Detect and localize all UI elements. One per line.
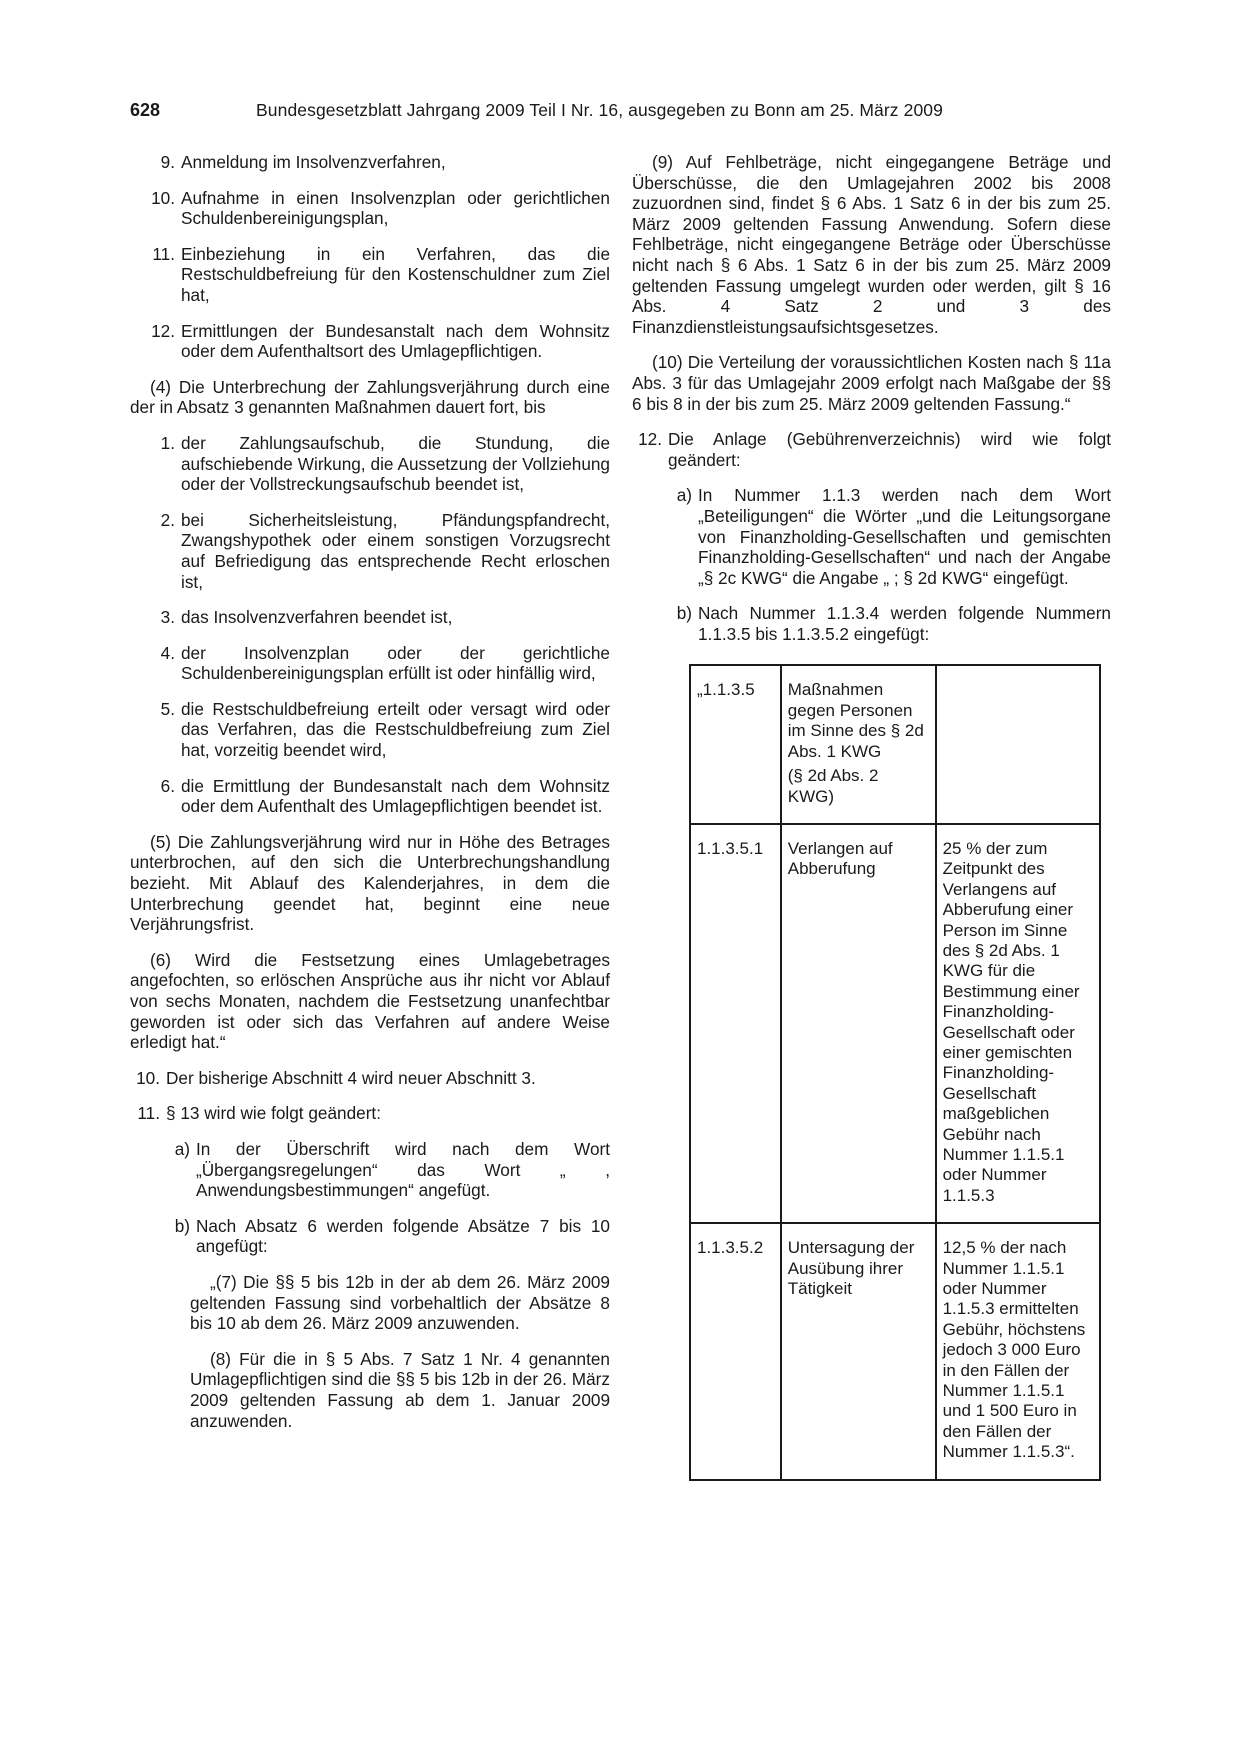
- list-item: [130, 188, 610, 229]
- item-text: Einbeziehung in ein Verfahren, das die Restschuldbefreiung für den Kostenschuldner zum Ziel hat,: [181, 243, 610, 305]
- table-cell-description: [781, 1223, 936, 1479]
- list-item: [130, 244, 610, 306]
- list-item: [130, 776, 610, 817]
- paragraph-5: (5) Die Zahlungsverjährung wird nur in Höhe des Betrages unterbrochen, auf den sich die Unterbrechungshandlung bezieht. Mit Ablauf des Kalenderjahres, in dem die Unterbrechung geendet hat, beginnt eine neue Verjährungsfrist.: [130, 831, 610, 935]
- item-text: Der bisherige Abschnitt 4 wird neuer Abschnitt 3.: [166, 1067, 536, 1088]
- table-cell-number: „1.1.3.5: [690, 665, 781, 823]
- item-number: 9.: [160, 152, 175, 172]
- table-row: [690, 824, 1100, 1223]
- description-text: Maßnahmen gegen Personen im Sinne des § 2d Abs. 1 KWG: [787, 680, 924, 761]
- paragraph-8: (8) Für die in § 5 Abs. 7 Satz 1 Nr. 4 genannten Umlagepflichtigen sind die §§ 5 bis 12b in der 26. März 2009 geltenden Fassung ab dem 1. Januar 2009 anzuwenden.: [190, 1348, 610, 1431]
- list-item: [130, 152, 610, 173]
- item-text: der Insolvenzplan oder der gerichtliche Schuldenbereinigungsplan erfüllt ist oder hinfällig wird,: [181, 642, 610, 684]
- item-text: In der Überschrift wird nach dem Wort „Übergangsregelungen“ das Wort „ , Anwendungsbestimmungen“ angefügt.: [196, 1138, 610, 1201]
- item-text: der Zahlungsaufschub, die Stundung, die aufschiebende Wirkung, die Aussetzung der Vollziehung oder der Vollstreckungsaufschub beendet ist,: [181, 432, 610, 495]
- page-number: 628: [130, 100, 161, 120]
- item-number: 11.: [152, 243, 175, 264]
- table-cell-description: [781, 665, 936, 823]
- table-row: [690, 665, 1100, 823]
- amendment-item-12: [632, 429, 1111, 470]
- table-cell-fee: [936, 665, 1100, 823]
- table-row: [690, 1223, 1100, 1479]
- item-number: 10.: [151, 187, 175, 208]
- item-text: In Nummer 1.1.3 werden nach dem Wort „Beteiligungen“ die Wörter „und die Leitungsorgane von Finanzholding-Gesellschaften und gemischten Finanzholding-Gesellschaften“ und nach der Angabe „§ 2c KWG“ die Angabe „ ; § 2d KWG“ eingefügt.: [698, 485, 1111, 588]
- sub-item: [632, 603, 1111, 644]
- item-text: Die Anlage (Gebührenverzeichnis) wird wie folgt geändert:: [668, 429, 1111, 470]
- item-text: Nach Nummer 1.1.3.4 werden folgende Nummern 1.1.3.5 bis 1.1.3.5.2 eingefügt:: [698, 603, 1111, 644]
- item-letter: a): [676, 485, 692, 506]
- sub-item: [632, 485, 1111, 588]
- item-number: 11.: [137, 1103, 160, 1124]
- item-text: Nach Absatz 6 werden folgende Absätze 7 bis 10 angefügt:: [196, 1215, 610, 1257]
- paragraph-4: (4) Die Unterbrechung der Zahlungsverjährung durch eine der in Absatz 3 genannten Maßnahmen dauert fort, bis: [130, 376, 610, 418]
- description-extra: (§ 2d Abs. 2 KWG): [787, 766, 879, 806]
- item-number: 3.: [160, 607, 175, 628]
- item-number: 10.: [136, 1067, 160, 1088]
- list-item: [130, 699, 610, 761]
- item-text: § 13 wird wie folgt geändert:: [166, 1103, 381, 1124]
- item-letter: a): [174, 1138, 190, 1159]
- table-cell-fee: 25 % der zum Zeitpunkt des Verlangens auf Abberufung einer Person im Sinne des § 2d Abs. 1 KWG für die Bestimmung einer Finanzholding-Gesellschaft oder einer gemischten Finanzholding-Gesellschaft maßgeblichen Gebühr nach Nummer 1.1.5.1 oder Nummer 1.1.5.3: [936, 824, 1100, 1223]
- list-item: [130, 643, 610, 684]
- item-letter: b): [676, 603, 692, 624]
- description-text: Verlangen auf Abberufung: [787, 838, 893, 879]
- description-text: Untersagung der Ausübung ihrer Tätigkeit: [787, 1238, 915, 1299]
- item-text: das Insolvenzverfahren beendet ist,: [181, 607, 453, 628]
- item-letter: b): [174, 1215, 190, 1236]
- list-item: [130, 433, 610, 495]
- item-text: Aufnahme in einen Insolvenzplan oder gerichtlichen Schuldenbereinigungsplan,: [181, 187, 610, 229]
- table-cell-number: 1.1.3.5.2: [690, 1223, 781, 1479]
- item-text: die Restschuldbefreiung erteilt oder versagt wird oder das Verfahren, das die Restschuldbefreiung zum Ziel hat, vorzeitig beendet wird,: [181, 698, 610, 761]
- table-cell-description: [781, 824, 936, 1223]
- paragraph-10: (10) Die Verteilung der voraussichtlichen Kosten nach § 11a Abs. 3 für das Umlagejahr 2009 erfolgt nach Maßgabe der §§ 6 bis 8 in der bis zum 25. März 2009 geltenden Fassung.“: [632, 352, 1111, 414]
- table-cell-fee: 12,5 % der nach Nummer 1.1.5.1 oder Nummer 1.1.5.3 ermittelten Gebühr, höchstens jedoch 3 000 Euro in den Fällen der Nummer 1.1.5.1 und 1 500 Euro in den Fällen der Nummer 1.1.5.3“.: [936, 1223, 1100, 1479]
- item-text: bei Sicherheitsleistung, Pfändungspfandrecht, Zwangshypothek oder einem sonstigen Vorzugsrecht auf Befriedigung das entsprechende Recht erloschen ist,: [181, 509, 610, 592]
- sub-item: [130, 1139, 610, 1201]
- fee-table: [689, 664, 1101, 1480]
- sub-item: [130, 1216, 610, 1257]
- item-number: 12.: [638, 429, 662, 450]
- quoted-paragraphs: [130, 1272, 610, 1431]
- item-number: 1.: [160, 432, 175, 453]
- table-cell-number: 1.1.3.5.1: [690, 824, 781, 1223]
- item-number: 5.: [160, 698, 175, 719]
- list-item: [130, 321, 610, 362]
- paragraph-7: „(7) Die §§ 5 bis 12b in der ab dem 26. März 2009 geltenden Fassung sind vorbehaltlich der Absätze 8 bis 10 ab dem 26. März 2009 anzuwenden.: [190, 1271, 610, 1334]
- running-title: Bundesgesetzblatt Jahrgang 2009 Teil I Nr. 16, ausgegeben zu Bonn am 25. März 2009: [256, 100, 943, 120]
- list-item: [130, 510, 610, 592]
- item-number: 4.: [160, 642, 175, 663]
- paragraph-6: (6) Wird die Festsetzung eines Umlagebetrages angefochten, so erlöschen Ansprüche aus ihr nicht vor Ablauf von sechs Monaten, nachdem die Festsetzung unanfechtbar geworden ist oder sich das Verfahren auf andere Weise erledigt hat.“: [130, 949, 610, 1053]
- paragraph-9: (9) Auf Fehlbeträge, nicht eingegangene Beträge und Überschüsse, die den Umlagejahren 2002 bis 2008 zuzuordnen sind, findet § 6 Abs. 1 Satz 6 in der bis zum 25. März 2009 geltenden Fassung Anwendung. Sofern diese Fehlbeträge, nicht eingegangene Beträge oder Überschüsse nicht nach § 6 Abs. 1 Satz 6 in der bis zum 25. März 2009 geltenden Fassung umgelegt wurden oder werden, gilt § 16 Abs. 4 Satz 2 und 3 des Finanzdienstleistungsaufsichtsgesetzes.: [632, 152, 1111, 337]
- item-number: 6.: [160, 775, 175, 796]
- item-text: Anmeldung im Insolvenzverfahren,: [181, 152, 446, 172]
- item-text: die Ermittlung der Bundesanstalt nach dem Wohnsitz oder dem Aufenthalt des Umlagepflichtigen beendet ist.: [181, 775, 610, 817]
- right-column: [632, 152, 1111, 1481]
- item-number: 2.: [160, 509, 175, 530]
- left-column: [130, 152, 610, 1446]
- list-item: [130, 607, 610, 628]
- page-header: [130, 100, 1130, 124]
- amendment-item-10: [130, 1068, 610, 1089]
- item-number: 12.: [151, 320, 175, 341]
- item-text: Ermittlungen der Bundesanstalt nach dem Wohnsitz oder dem Aufenthaltsort des Umlagepflichtigen.: [181, 320, 610, 362]
- amendment-item-11: [130, 1103, 610, 1124]
